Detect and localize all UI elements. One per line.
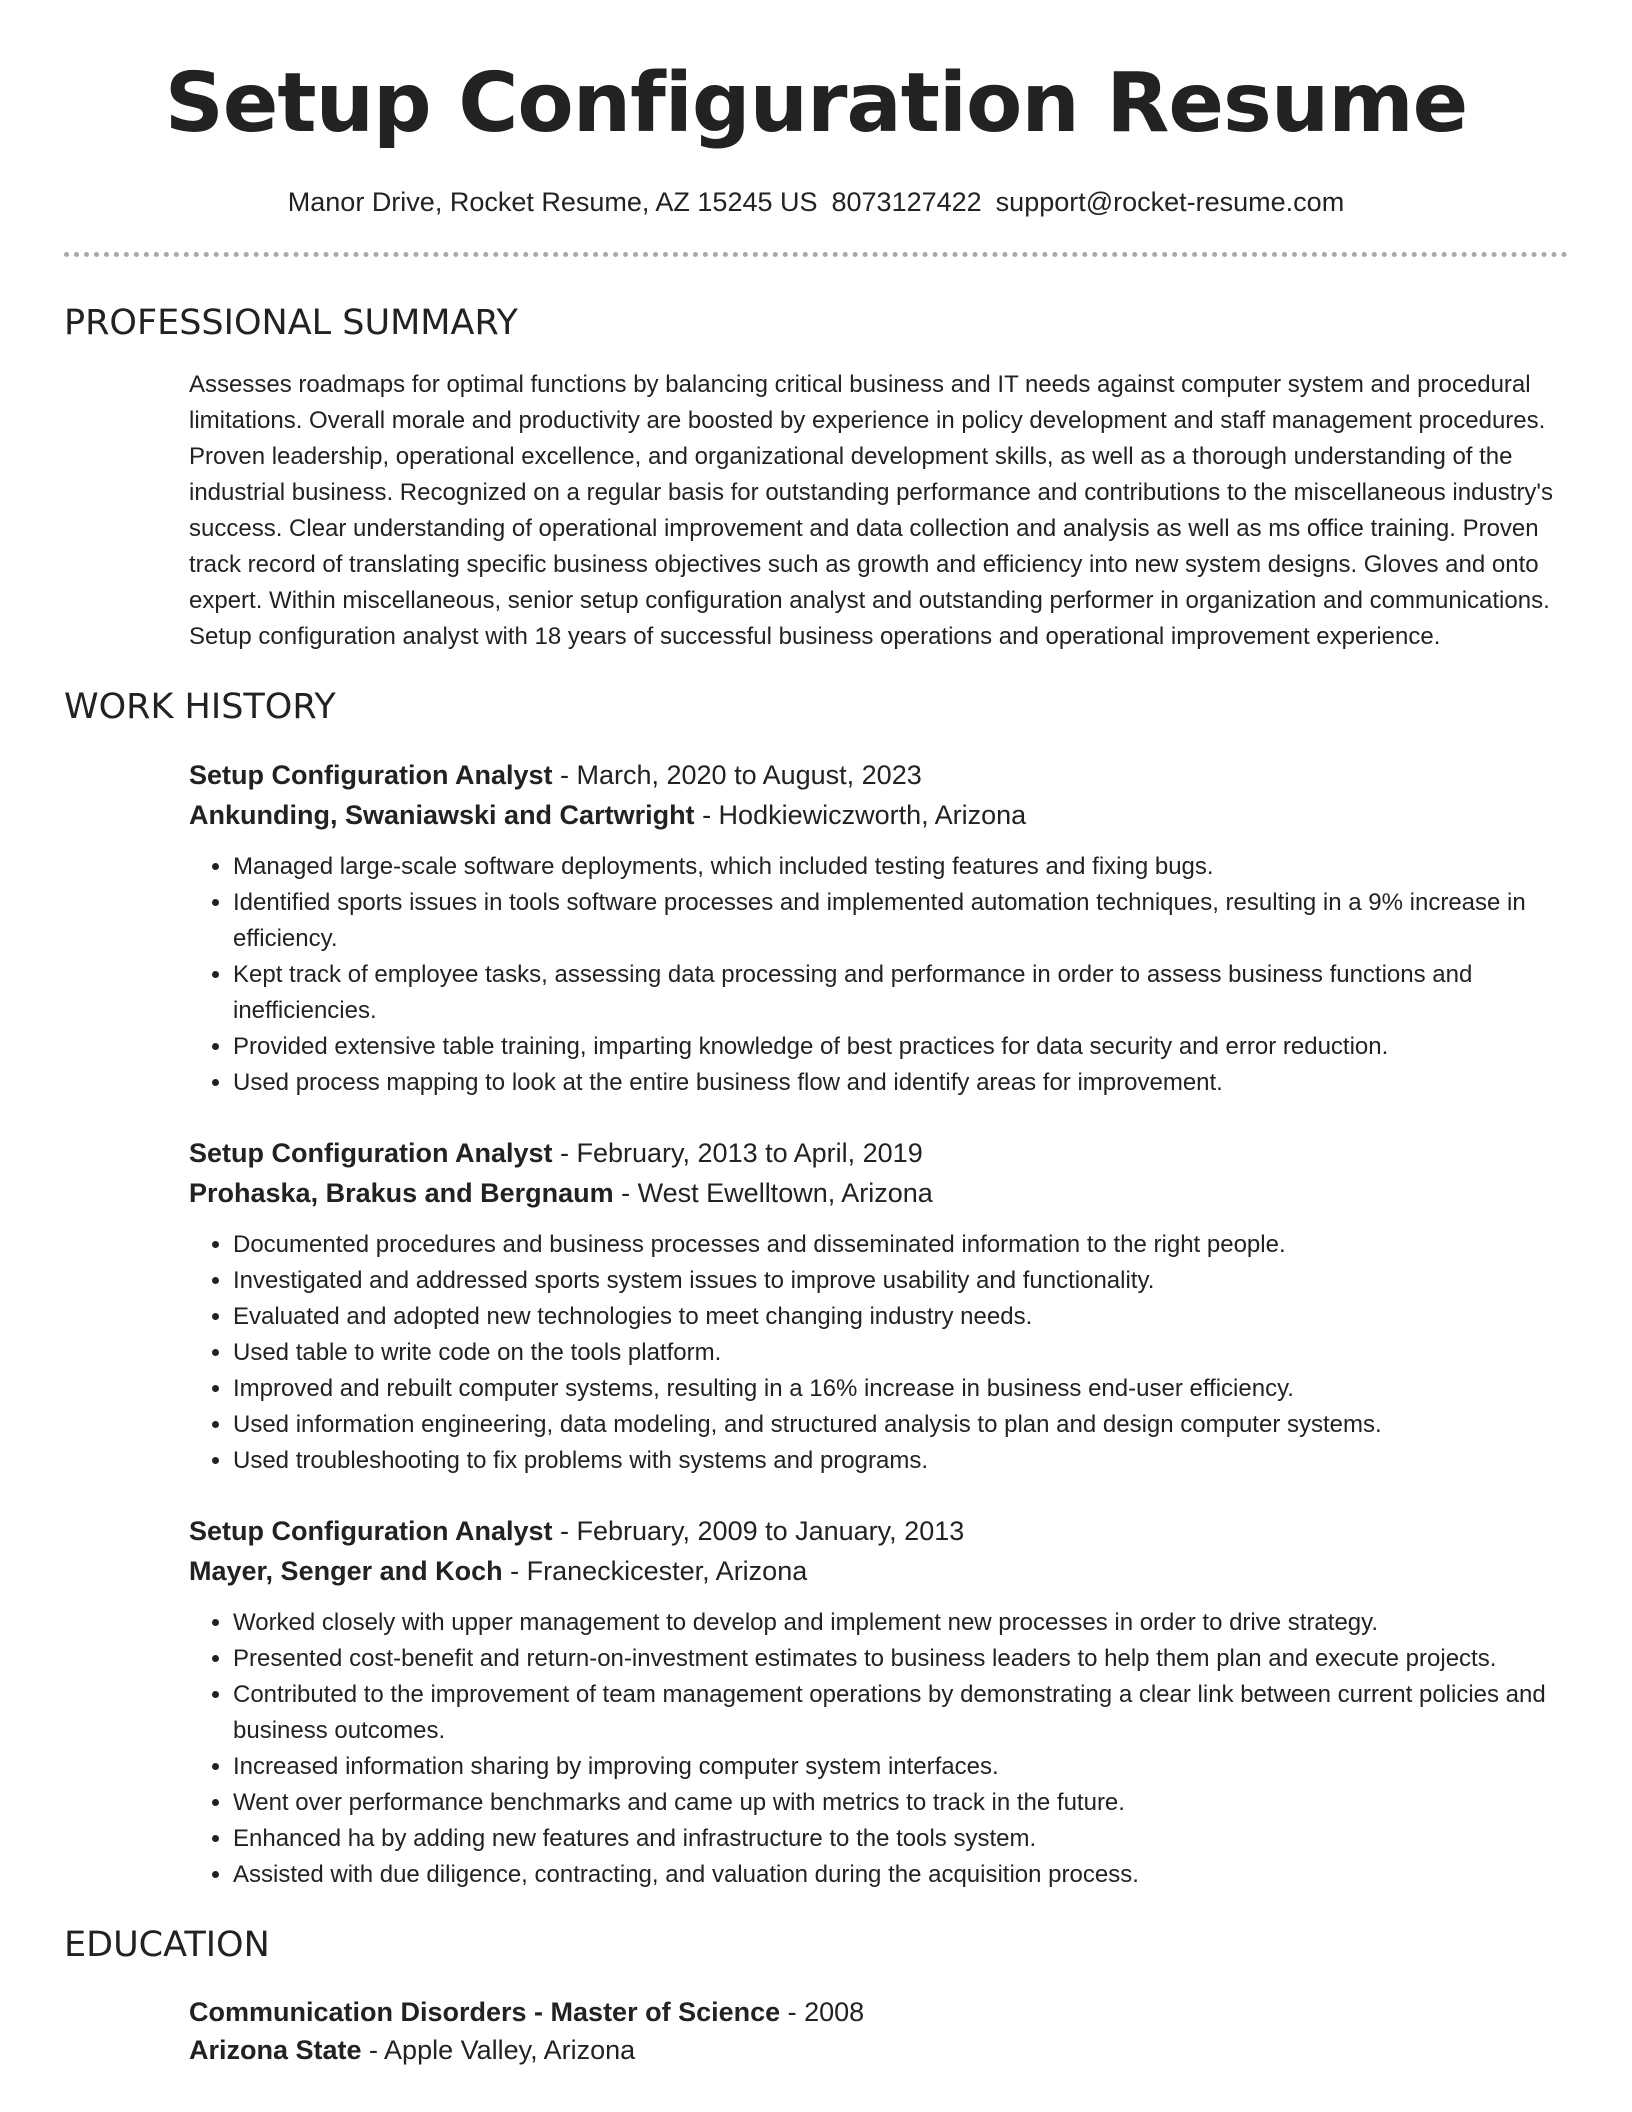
job-dates: - March, 2020 to August, 2023 <box>552 760 922 790</box>
job-bullet: • Improved and rebuilt computer systems, resulting in a 16% increase in business end-user efficiency. <box>233 1371 1568 1407</box>
resume-name: Setup Configuration Resume <box>164 56 1468 151</box>
education-degree-line <box>189 1993 1568 2031</box>
job-bullet: • Enhanced ha by adding new features and infrastructure to the tools system. <box>233 1821 1568 1857</box>
job-role-line <box>189 1133 1568 1173</box>
education-location: - Apple Valley, Arizona <box>361 2035 636 2065</box>
job-bullet: • Managed large-scale software deployments, which included testing features and fixing bugs. <box>233 849 1568 885</box>
job-company: Mayer, Senger and Koch <box>189 1556 503 1586</box>
job-role: Setup Configuration Analyst <box>189 760 553 790</box>
job-bullets <box>189 1227 1568 1479</box>
job-bullet: • Used information engineering, data modeling, and structured analysis to plan and design computer systems. <box>233 1407 1568 1443</box>
job-bullet: • Presented cost-benefit and return-on-investment estimates to business leaders to help them plan and execute projects. <box>233 1641 1568 1677</box>
section-title-work-history: WORK HISTORY <box>64 687 336 727</box>
job-bullet: • Used troubleshooting to fix problems with systems and programs. <box>233 1443 1568 1479</box>
job-bullets <box>189 849 1568 1101</box>
job-role-line <box>189 755 1568 795</box>
header-divider <box>64 252 1568 257</box>
job-bullet: • Investigated and addressed sports system issues to improve usability and functionality. <box>233 1263 1568 1299</box>
job-role: Setup Configuration Analyst <box>189 1138 553 1168</box>
job-location: - Hodkiewiczworth, Arizona <box>694 800 1027 830</box>
job-bullet: • Went over performance benchmarks and came up with metrics to track in the future. <box>233 1785 1568 1821</box>
contact-phone: 8073127422 <box>831 187 982 217</box>
job-bullet: • Contributed to the improvement of team management operations by demonstrating a clear link between current policies and business outcomes. <box>233 1677 1568 1749</box>
job-bullet: • Worked closely with upper management to develop and implement new processes in order to drive strategy. <box>233 1605 1568 1641</box>
job-dates: - February, 2013 to April, 2019 <box>552 1138 923 1168</box>
job-role-line <box>189 1511 1568 1551</box>
education-degree: Communication Disorders - Master of Science <box>189 1997 781 2027</box>
education-entry <box>189 1993 1568 2069</box>
job-bullet: • Documented procedures and business processes and disseminated information to the right people. <box>233 1227 1568 1263</box>
job-bullet: • Increased information sharing by improving computer system interfaces. <box>233 1749 1568 1785</box>
contact-email: support@rocket-resume.com <box>995 187 1345 217</box>
job-company: Prohaska, Brakus and Bergnaum <box>189 1178 614 1208</box>
job-bullet: • Identified sports issues in tools software processes and implemented automation techniques, resulting in a 9% increase in efficiency. <box>233 885 1568 957</box>
job-role: Setup Configuration Analyst <box>189 1516 553 1546</box>
job-company-line <box>189 795 1568 835</box>
education-school: Arizona State <box>189 2035 362 2065</box>
education-school-line <box>189 2031 1568 2069</box>
contact-line <box>64 184 1568 220</box>
section-title-education: EDUCATION <box>64 1925 270 1965</box>
job-bullet: • Used process mapping to look at the entire business flow and identify areas for improvement. <box>233 1065 1568 1101</box>
job-company-line <box>189 1551 1568 1591</box>
job-bullet: • Evaluated and adopted new technologies to meet changing industry needs. <box>233 1299 1568 1335</box>
job-bullet: • Provided extensive table training, imparting knowledge of best practices for data security and error reduction. <box>233 1029 1568 1065</box>
job-dates: - February, 2009 to January, 2013 <box>552 1516 965 1546</box>
job-entry <box>189 755 1568 1101</box>
job-bullet: • Assisted with due diligence, contracting, and valuation during the acquisition process. <box>233 1857 1568 1893</box>
job-bullet: • Kept track of employee tasks, assessing data processing and performance in order to assess business functions and inefficiencies. <box>233 957 1568 1029</box>
job-entry <box>189 1133 1568 1479</box>
job-entry <box>189 1511 1568 1893</box>
contact-address: Manor Drive, Rocket Resume, AZ 15245 US <box>287 187 818 217</box>
job-company-line <box>189 1173 1568 1213</box>
section-title-summary: PROFESSIONAL SUMMARY <box>64 303 518 343</box>
job-location: - Franeckicester, Arizona <box>502 1556 808 1586</box>
job-bullet: • Used table to write code on the tools platform. <box>233 1335 1568 1371</box>
job-location: - West Ewelltown, Arizona <box>613 1178 933 1208</box>
job-bullets <box>189 1605 1568 1893</box>
education-year: - 2008 <box>780 1997 865 2027</box>
job-company: Ankunding, Swaniawski and Cartwright <box>189 800 695 830</box>
summary-text: Assesses roadmaps for optimal functions by balancing critical business and IT needs against computer system and procedural limitations. Overall morale and productivity are boosted by experience in policy development and staff management procedures. Proven leadership, operational excellence, and organizational development skills, as well as a thorough understanding of the industrial business. Recognized on a regular basis for outstanding performance and contributions to the miscellaneous industry's success. Clear understanding of operational improvement and data collection and analysis as well as ms office training. Proven track record of translating specific business objectives such as growth and efficiency into new system designs. Gloves and onto expert. Within miscellaneous, senior setup configuration analyst and outstanding performer in organization and communications. Setup configuration analyst with 18 years of successful business operations and operational improvement experience. <box>189 371 1554 650</box>
